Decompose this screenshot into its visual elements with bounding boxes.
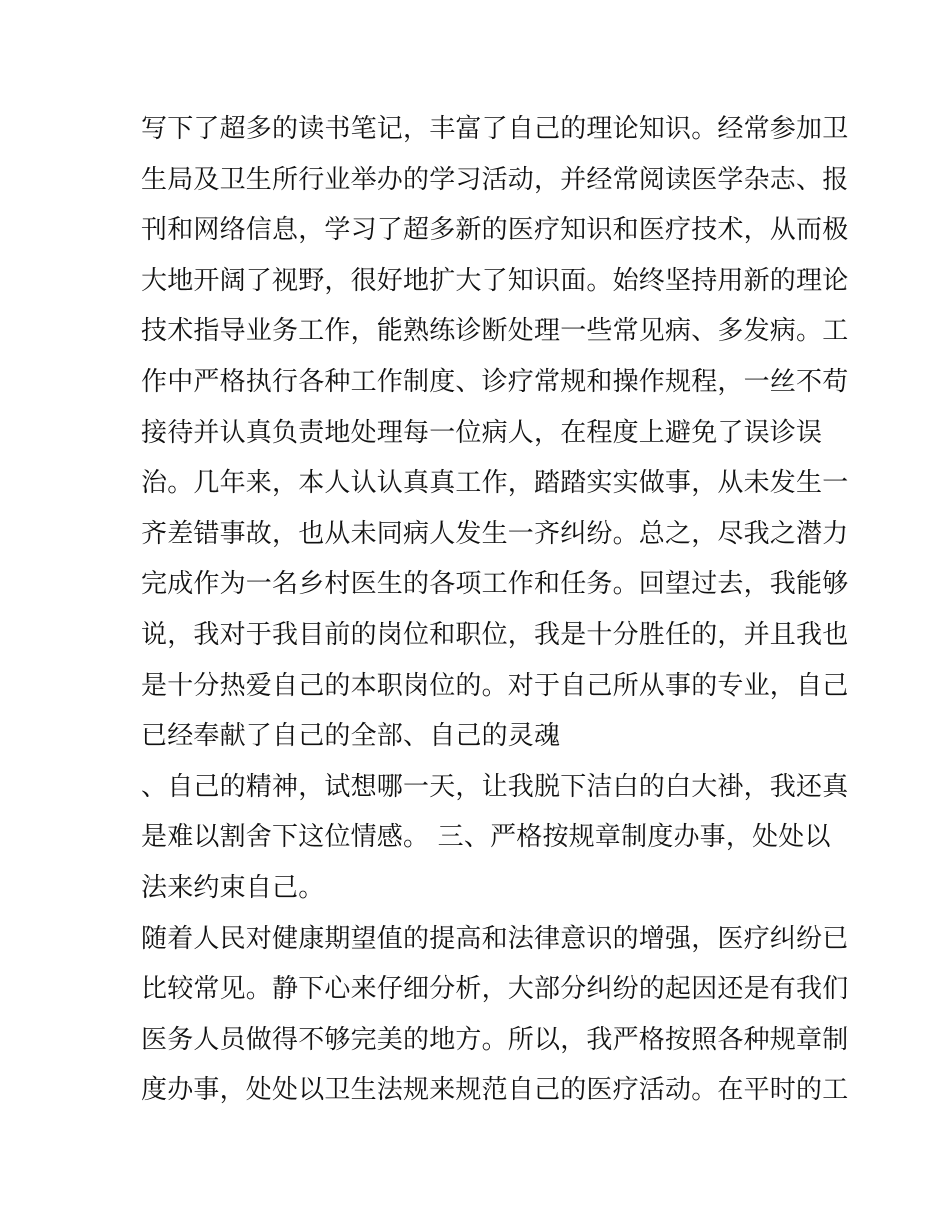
text-line: 治。几年来，本人认认真真工作，踏踏实实做事，从未发生一 (141, 468, 849, 499)
text-line: 齐差错事故，也从未同病人发生一齐纠纷。总之，尽我之潜力 (141, 518, 849, 549)
text-line: 法来约束自己。 (141, 872, 325, 903)
text-line: 度办事，处处以卫生法规来规范自己的医疗活动。在平时的工 (141, 1075, 849, 1106)
text-line: 说，我对于我目前的岗位和职位，我是十分胜任的，并且我也 (141, 619, 849, 650)
text-line: 接待并认真负责地处理每一位病人，在程度上避免了误诊误 (141, 417, 823, 448)
text-line: 是难以割舍下这位情感。 三、严格按规章制度办事，处处以 (141, 822, 831, 853)
text-line: 、自己的精神，试想哪一天，让我脱下洁白的白大褂，我还真 (141, 771, 849, 802)
text-line: 医务人员做得不够完美的地方。所以，我严格按照各种规章制 (141, 1024, 849, 1055)
text-line: 写下了超多的读书笔记，丰富了自己的理论知识。经常参加卫 (141, 114, 849, 144)
text-line: 生局及卫生所行业举办的学习活动，并经常阅读医学杂志、报 (141, 164, 849, 195)
text-line: 完成作为一名乡村医生的各项工作和任务。回望过去，我能够 (141, 569, 849, 600)
text-line: 随着人民对健康期望值的提高和法律意识的增强，医疗纠纷已 (141, 923, 849, 954)
text-line: 大地开阔了视野，很好地扩大了知识面。始终坚持用新的理论 (141, 265, 849, 296)
body-text (141, 104, 849, 1116)
text-line: 是十分热爱自己的本职岗位的。对于自己所从事的专业，自己 (141, 670, 849, 701)
text-line: 已经奉献了自己的全部、自己的灵魂 (141, 721, 561, 752)
text-line: 作中严格执行各种工作制度、诊疗常规和操作规程，一丝不苟 (141, 366, 849, 397)
text-line: 技术指导业务工作，能熟练诊断处理一些常见病、多发病。工 (141, 316, 849, 347)
text-line: 比较常见。静下心来仔细分析，大部分纠纷的起因还是有我们 (141, 974, 849, 1005)
text-line: 刊和网络信息，学习了超多新的医疗知识和医疗技术，从而极 (141, 215, 849, 246)
